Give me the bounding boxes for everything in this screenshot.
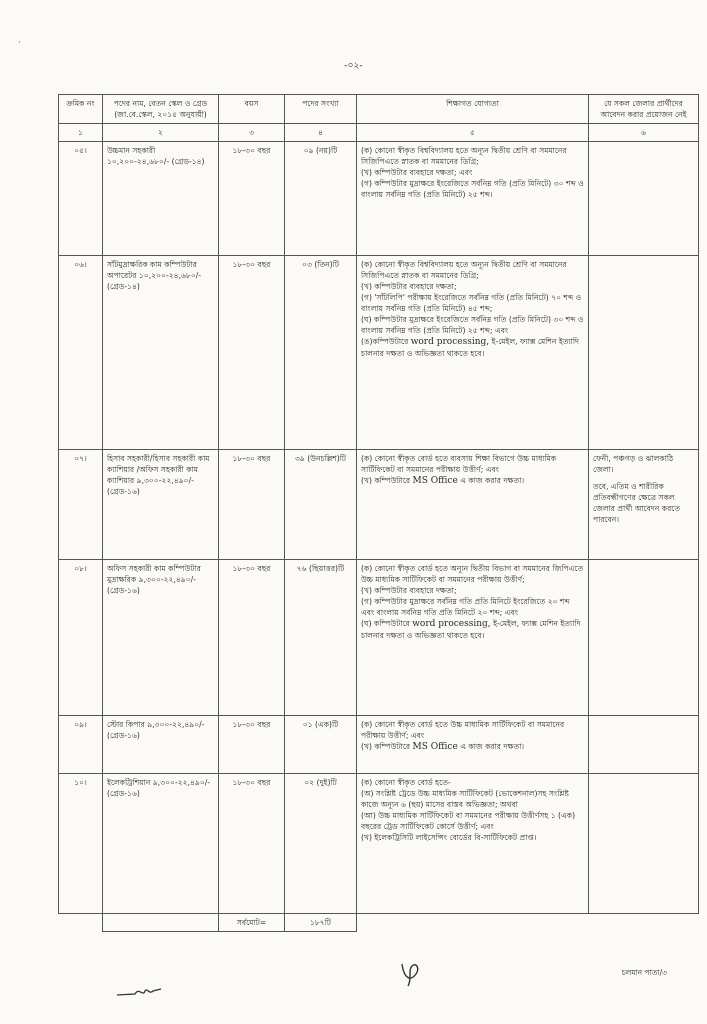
qualification-suffix: এ কাজ করার দক্ষতা। (457, 476, 525, 485)
total-spacer (103, 914, 219, 932)
qualification-latin: word processing, (412, 619, 491, 629)
qualification-item: (গ) কম্পিউটার মুদ্রাক্ষরে সর্বনিম্ন গতি প্রতি মিনিটে ইংরেজিতে ২০ শব্দ এবং বাংলায় সর্বনিম্ন গতি প্রতি মিনিটে ২০ শব্দ; এবং (361, 597, 570, 617)
qualification-item: (খ) কম্পিউটার ব্যবহারে দক্ষতা; (361, 586, 457, 595)
qualification-item: (খ) কম্পিউটার ব্যবহারে দক্ষতা; (361, 282, 457, 291)
row-post: উচ্চমান সহকারী ১০,২০০-২৪,৬৮০/- (গ্রেড-১৪) (103, 142, 219, 256)
header-count: পদের সংখ্যা (285, 95, 357, 124)
row-district (589, 256, 699, 450)
district-exclusion: ফেনী, পঞ্চগড় ও ঝালকাঠি জেলা। (593, 454, 674, 474)
row-serial: ১০। (59, 774, 103, 914)
qualification-prefix: (খ) কম্পিউটারে (361, 742, 413, 751)
row-count: ০১ (এক)টি (285, 716, 357, 774)
total-row (59, 914, 699, 932)
row-post: স্টোর কিপার ৯,৩০০-২২,৪৯০/- (গ্রেড-১৬) (103, 716, 219, 774)
column-number: ৫ (357, 124, 589, 142)
row-count: ৭৬ (ছিয়াত্তর)টি (285, 560, 357, 716)
column-number: ৩ (219, 124, 285, 142)
qualification-item: (আ) উচ্চ মাধ্যমিক সার্টিফিকেট বা সমমানের পরীক্ষায় উত্তীর্ণসহ ১ (এক) বছরের ট্রেড সার্টিফিকেট কোর্সে উত্তীর্ণ; এবং (361, 811, 576, 831)
qualification-latin: MS Office (412, 742, 458, 752)
row-age: ১৮-৩০ বছর (219, 256, 285, 450)
column-number-row (59, 124, 699, 142)
row-count: ৩৯ (উনচল্লিশ)টি (285, 450, 357, 560)
row-count: ০২ (দুই)টি (285, 774, 357, 914)
row-age: ১৮-৩০ বছর (219, 560, 285, 716)
row-post: অফিস সহকারী কাম কম্পিউটার মুদ্রাক্ষরিক ৯,৩০০-২২,৪৯০/- (গ্রেড-১৬) (103, 560, 219, 716)
qualification-suffix: ই-মেইল, ফ্যাক্স মেশিন ইত্যাদি চালনার দক্ষতা ও অভিজ্ঞতা থাকতে হবে। (361, 337, 580, 358)
total-spacer (589, 914, 699, 932)
row-district (589, 774, 699, 914)
qualification-prefix: (ঘ) কম্পিউটারে (361, 619, 413, 628)
row-age: ১৮-৩০ বছর (219, 142, 285, 256)
page-number: -০২- (344, 61, 363, 71)
row-qualification (357, 450, 589, 560)
column-number: ৪ (285, 124, 357, 142)
qualification-item (361, 475, 584, 487)
qualification-suffix: ই-মেইল, ফ্যাক্স মেশিন ইত্যাদি চালনার দক্ষতা ও অভিজ্ঞতা থাকতে হবে। (361, 619, 581, 640)
row-qualification (357, 716, 589, 774)
header-serial: ক্রমিক নং (59, 95, 103, 124)
row-qualification (357, 774, 589, 914)
qualification-item: (গ) কম্পিউটার মুদ্রাক্ষরে ইংরেজিতে সর্বনিম্ন গতি (প্রতি মিনিটে) ৩০ শব্দ ও বাংলায় সর্বনিম্ন গতি (প্রতি মিনিটে) ২৫ শব্দ। (361, 179, 584, 199)
row-qualification (357, 142, 589, 256)
row-count: ০৯ (নয়)টি (285, 142, 357, 256)
row-qualification (357, 560, 589, 716)
qualification-item: (ঘ) কম্পিউটার মুদ্রাক্ষরে ইংরেজিতে সর্বনিম্ন গতি (প্রতি মিনিটে) ৩০ শব্দ ও বাংলায় সর্বনিম্ন গতি (প্রতি মিনিটে) ২৫ শব্দ; এবং (361, 315, 584, 335)
table-row (59, 142, 699, 256)
qualification-item: (খ) ইলেকট্রিসিটি লাইসেন্সিং বোর্ডের বি-সার্টিফিকেট প্রাপ্ত। (361, 833, 537, 842)
row-count: ০৩ (তিন)টি (285, 256, 357, 450)
row-post: হিসাব সহকারী/হিসাব সহকারী কাম ক্যাশিয়ার /অফিস সহকারী কাম ক্যাশিয়ার ৯,৩০০-২২,৪৯০/- (গ্রেড-১৬) (103, 450, 219, 560)
qualification-latin: MS Office (412, 476, 458, 486)
qualification-suffix: এ কাজ করার দক্ষতা। (457, 742, 525, 751)
qualification-item (361, 618, 584, 641)
row-post: ইলেকট্রিশিয়ান ৯,৩০০-২২,৪৯০/- (গ্রেড-১৬) (103, 774, 219, 914)
row-district (589, 716, 699, 774)
header-post: পদের নাম, বেতন স্কেল ও গ্রেড (জা.বে.স্কেল, ২০১৫ অনুযায়ী) (103, 95, 219, 124)
table-row (59, 256, 699, 450)
initial-mark-icon (398, 960, 424, 988)
qualification-item: (খ) কম্পিউটার ব্যবহারে দক্ষতা; এবং (361, 168, 473, 177)
row-qualification (357, 256, 589, 450)
qualification-item: (অ) সংশ্লিষ্ট ট্রেডে উচ্চ মাধ্যমিক সার্টিফিকেট (ভোকেশনাল)সহ সংশ্লিষ্ট কাজে অন্যূন ৬ (ছয়) মাসের বাস্তব অভিজ্ঞতা; অথবা (361, 789, 569, 809)
table-row (59, 716, 699, 774)
signature-icon (115, 985, 163, 999)
row-district (589, 142, 699, 256)
row-age: ১৮-৩০ বছর (219, 774, 285, 914)
qualification-item: (ক) কোনো স্বীকৃত বোর্ড হতে ব্যবসায় শিক্ষা বিভাগে উচ্চ মাধ্যমিক সার্টিফিকেট বা সমমানের পরীক্ষায় উত্তীর্ণ; এবং (361, 454, 557, 474)
district-exception: তবে, এতিম ও শারীরিক প্রতিবন্ধীগণের ক্ষেত্রে সকল জেলার প্রার্থী আবেদন করতে পারবেন। (593, 482, 681, 524)
recruitment-table (58, 94, 699, 932)
qualification-item (361, 336, 584, 359)
row-age: ১৮-৩০ বছর (219, 450, 285, 560)
scan-speck: · (18, 38, 21, 47)
qualification-item: (ক) কোনো স্বীকৃত বোর্ড হতে অন্যূন দ্বিতীয় বিভাগ বা সমমানের জিপিএতে উচ্চ মাধ্যমিক সার্টিফিকেট বা সমমানের পরীক্ষায় উত্তীর্ণ; (361, 564, 584, 584)
row-district (589, 450, 699, 560)
row-serial: ০৬। (59, 256, 103, 450)
header-qualification: শিক্ষাগত যোগ্যতা (357, 95, 589, 124)
row-serial: ০৫। (59, 142, 103, 256)
column-number: ২ (103, 124, 219, 142)
row-district (589, 560, 699, 716)
total-label: সর্বমোট= (219, 914, 285, 932)
qualification-latin: word processing, (410, 337, 490, 347)
qualification-item: (ক) কোনো স্বীকৃত বোর্ড হতে- (361, 778, 451, 787)
total-spacer (357, 914, 589, 932)
qualification-prefix: (খ) কম্পিউটারে (361, 476, 413, 485)
column-number: ৬ (589, 124, 699, 142)
total-spacer (59, 914, 103, 932)
header-age: বয়স (219, 95, 285, 124)
table-header-row (59, 95, 699, 124)
table-row (59, 560, 699, 716)
row-post: সাঁটমুদ্রাক্ষরিক কাম কম্পিউটার অপারেটর ১০,২০০-২৪,৬৮০/- (গ্রেড-১৪) (103, 256, 219, 450)
column-number: ১ (59, 124, 103, 142)
qualification-item: (ক) কোনো স্বীকৃত বিশ্ববিদ্যালয় হতে অন্যূন দ্বিতীয় শ্রেণি বা সমমানের সিজিপিএতে স্নাতক বা সমমানের ডিগ্রি; (361, 260, 567, 280)
header-district: যে সকল জেলার প্রার্থীদের আবেদন করার প্রয়োজন নেই (589, 95, 699, 124)
qualification-item (361, 741, 584, 753)
qualification-item: (ক) কোনো স্বীকৃত বিশ্ববিদ্যালয় হতে অন্যূন দ্বিতীয় শ্রেণি বা সমমানের সিজিপিএতে স্নাতক বা সমমানের ডিগ্রি; (361, 146, 567, 166)
table-row (59, 774, 699, 914)
table-row (59, 450, 699, 560)
qualification-item: (গ) 'সাঁটলিপি' পরীক্ষায় ইংরেজিতে সর্বনিম্ন গতি (প্রতি মিনিটে) ৭০ শব্দ ও বাংলায় সর্বনিম্ন গতি (প্রতি মিনিটে) ৪৫ শব্দ; (361, 293, 582, 313)
total-value: ১৮৭টি (285, 914, 357, 932)
row-serial: ০৭। (59, 450, 103, 560)
qualification-prefix: (ঙ)কম্পিউটারে (361, 337, 411, 346)
row-serial: ০৯। (59, 716, 103, 774)
qualification-item: (ক) কোনো স্বীকৃত বোর্ড হতে উচ্চ মাধ্যমিক সার্টিফিকেট বা সমমানের পরীক্ষায় উত্তীর্ণ; এবং (361, 720, 565, 740)
continued-page-note: চলমান পাতা/৩ (621, 968, 667, 977)
row-serial: ০৮। (59, 560, 103, 716)
row-age: ১৮-৩০ বছর (219, 716, 285, 774)
